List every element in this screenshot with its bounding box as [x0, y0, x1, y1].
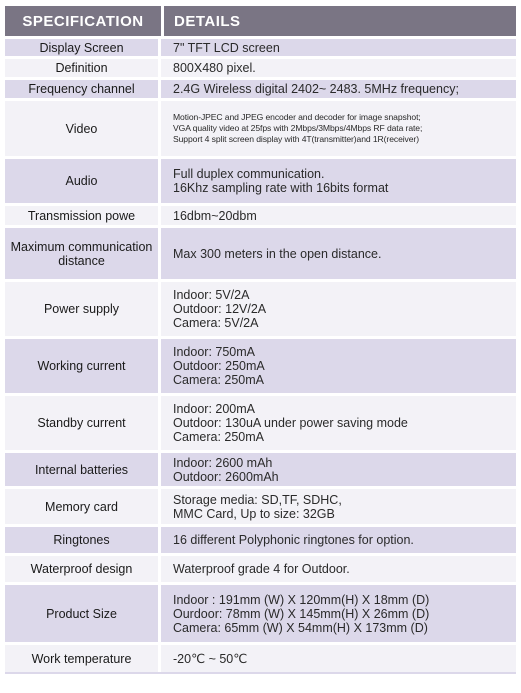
spec-value: -20℃ ~ 50℃: [161, 645, 516, 672]
table-row: [5, 486, 516, 524]
table-row: [5, 642, 516, 672]
table-row: [5, 156, 516, 203]
spec-label: Ringtones: [5, 527, 161, 553]
spec-value: Indoor: 200mA Outdoor: 130uA under power saving mode Camera: 250mA: [161, 396, 516, 450]
spec-column-header: SPECIFICATION: [5, 6, 164, 36]
details-column-header: DETAILS: [174, 12, 241, 30]
spec-label: Work temperature: [5, 645, 161, 672]
table-row: [5, 225, 516, 279]
spec-label: Working current: [5, 339, 161, 393]
table-row: [5, 279, 516, 336]
spec-label: Definition: [5, 59, 161, 77]
spec-value: Motion-JPEC and JPEG encoder and decoder for image snapshot; VGA quality video at 25fps with 2Mbps/3Mbps/4Mbps RF data rate; Support 4 split screen display with 4T(transmitter)and 1R(receiver): [161, 101, 516, 156]
spec-label: Internal batteries: [5, 453, 161, 486]
spec-value: 800X480 pixel.: [161, 59, 516, 77]
spec-label: Standby current: [5, 396, 161, 450]
table-row: [5, 524, 516, 553]
spec-label: Transmission powe: [5, 206, 161, 225]
spec-label: Frequency channel: [5, 80, 161, 98]
table-row: [5, 582, 516, 642]
spec-value: 16dbm~20dbm: [161, 206, 516, 225]
spec-value: Indoor: 2600 mAh Outdoor: 2600mAh: [161, 453, 516, 486]
spec-value: 2.4G Wireless digital 2402~ 2483. 5MHz frequency;: [161, 80, 516, 98]
table-row: [5, 450, 516, 486]
table-row: [5, 56, 516, 77]
spec-label: Display Screen: [5, 39, 161, 56]
spec-label: Audio: [5, 159, 161, 203]
table-row: [5, 393, 516, 450]
spec-table: [5, 6, 516, 674]
spec-value: Max 300 meters in the open distance.: [161, 228, 516, 279]
table-row: [5, 98, 516, 156]
spec-value: Indoor: 750mA Outdoor: 250mA Camera: 250mA: [161, 339, 516, 393]
table-row: [5, 336, 516, 393]
spec-label: Memory card: [5, 489, 161, 524]
table-row: [5, 77, 516, 98]
spec-label: Product Size: [5, 585, 161, 642]
spec-value: Full duplex communication. 16Khz sampling rate with 16bits format: [161, 159, 516, 203]
spec-value: Indoor: 5V/2A Outdoor: 12V/2A Camera: 5V/2A: [161, 282, 516, 336]
spec-label: Maximum communication distance: [5, 228, 161, 279]
table-bottom-rule: [5, 672, 516, 674]
spec-label: Waterproof design: [5, 556, 161, 582]
spec-label: Power supply: [5, 282, 161, 336]
spec-value: 16 different Polyphonic ringtones for option.: [161, 527, 516, 553]
table-row: [5, 553, 516, 582]
table-row: [5, 36, 516, 56]
table-header: [5, 6, 516, 36]
table-row: [5, 203, 516, 225]
spec-value: Storage media: SD,TF, SDHC, MMC Card, Up to size: 32GB: [161, 489, 516, 524]
spec-value: Waterproof grade 4 for Outdoor.: [161, 556, 516, 582]
spec-value: 7" TFT LCD screen: [161, 39, 516, 56]
spec-value: Indoor : 191mm (W) X 120mm(H) X 18mm (D) Ourdoor: 78mm (W) X 145mm(H) X 26mm (D) Camera: 65mm (W) X 54mm(H) X 173mm (D): [161, 585, 516, 642]
spec-label: Video: [5, 101, 161, 156]
